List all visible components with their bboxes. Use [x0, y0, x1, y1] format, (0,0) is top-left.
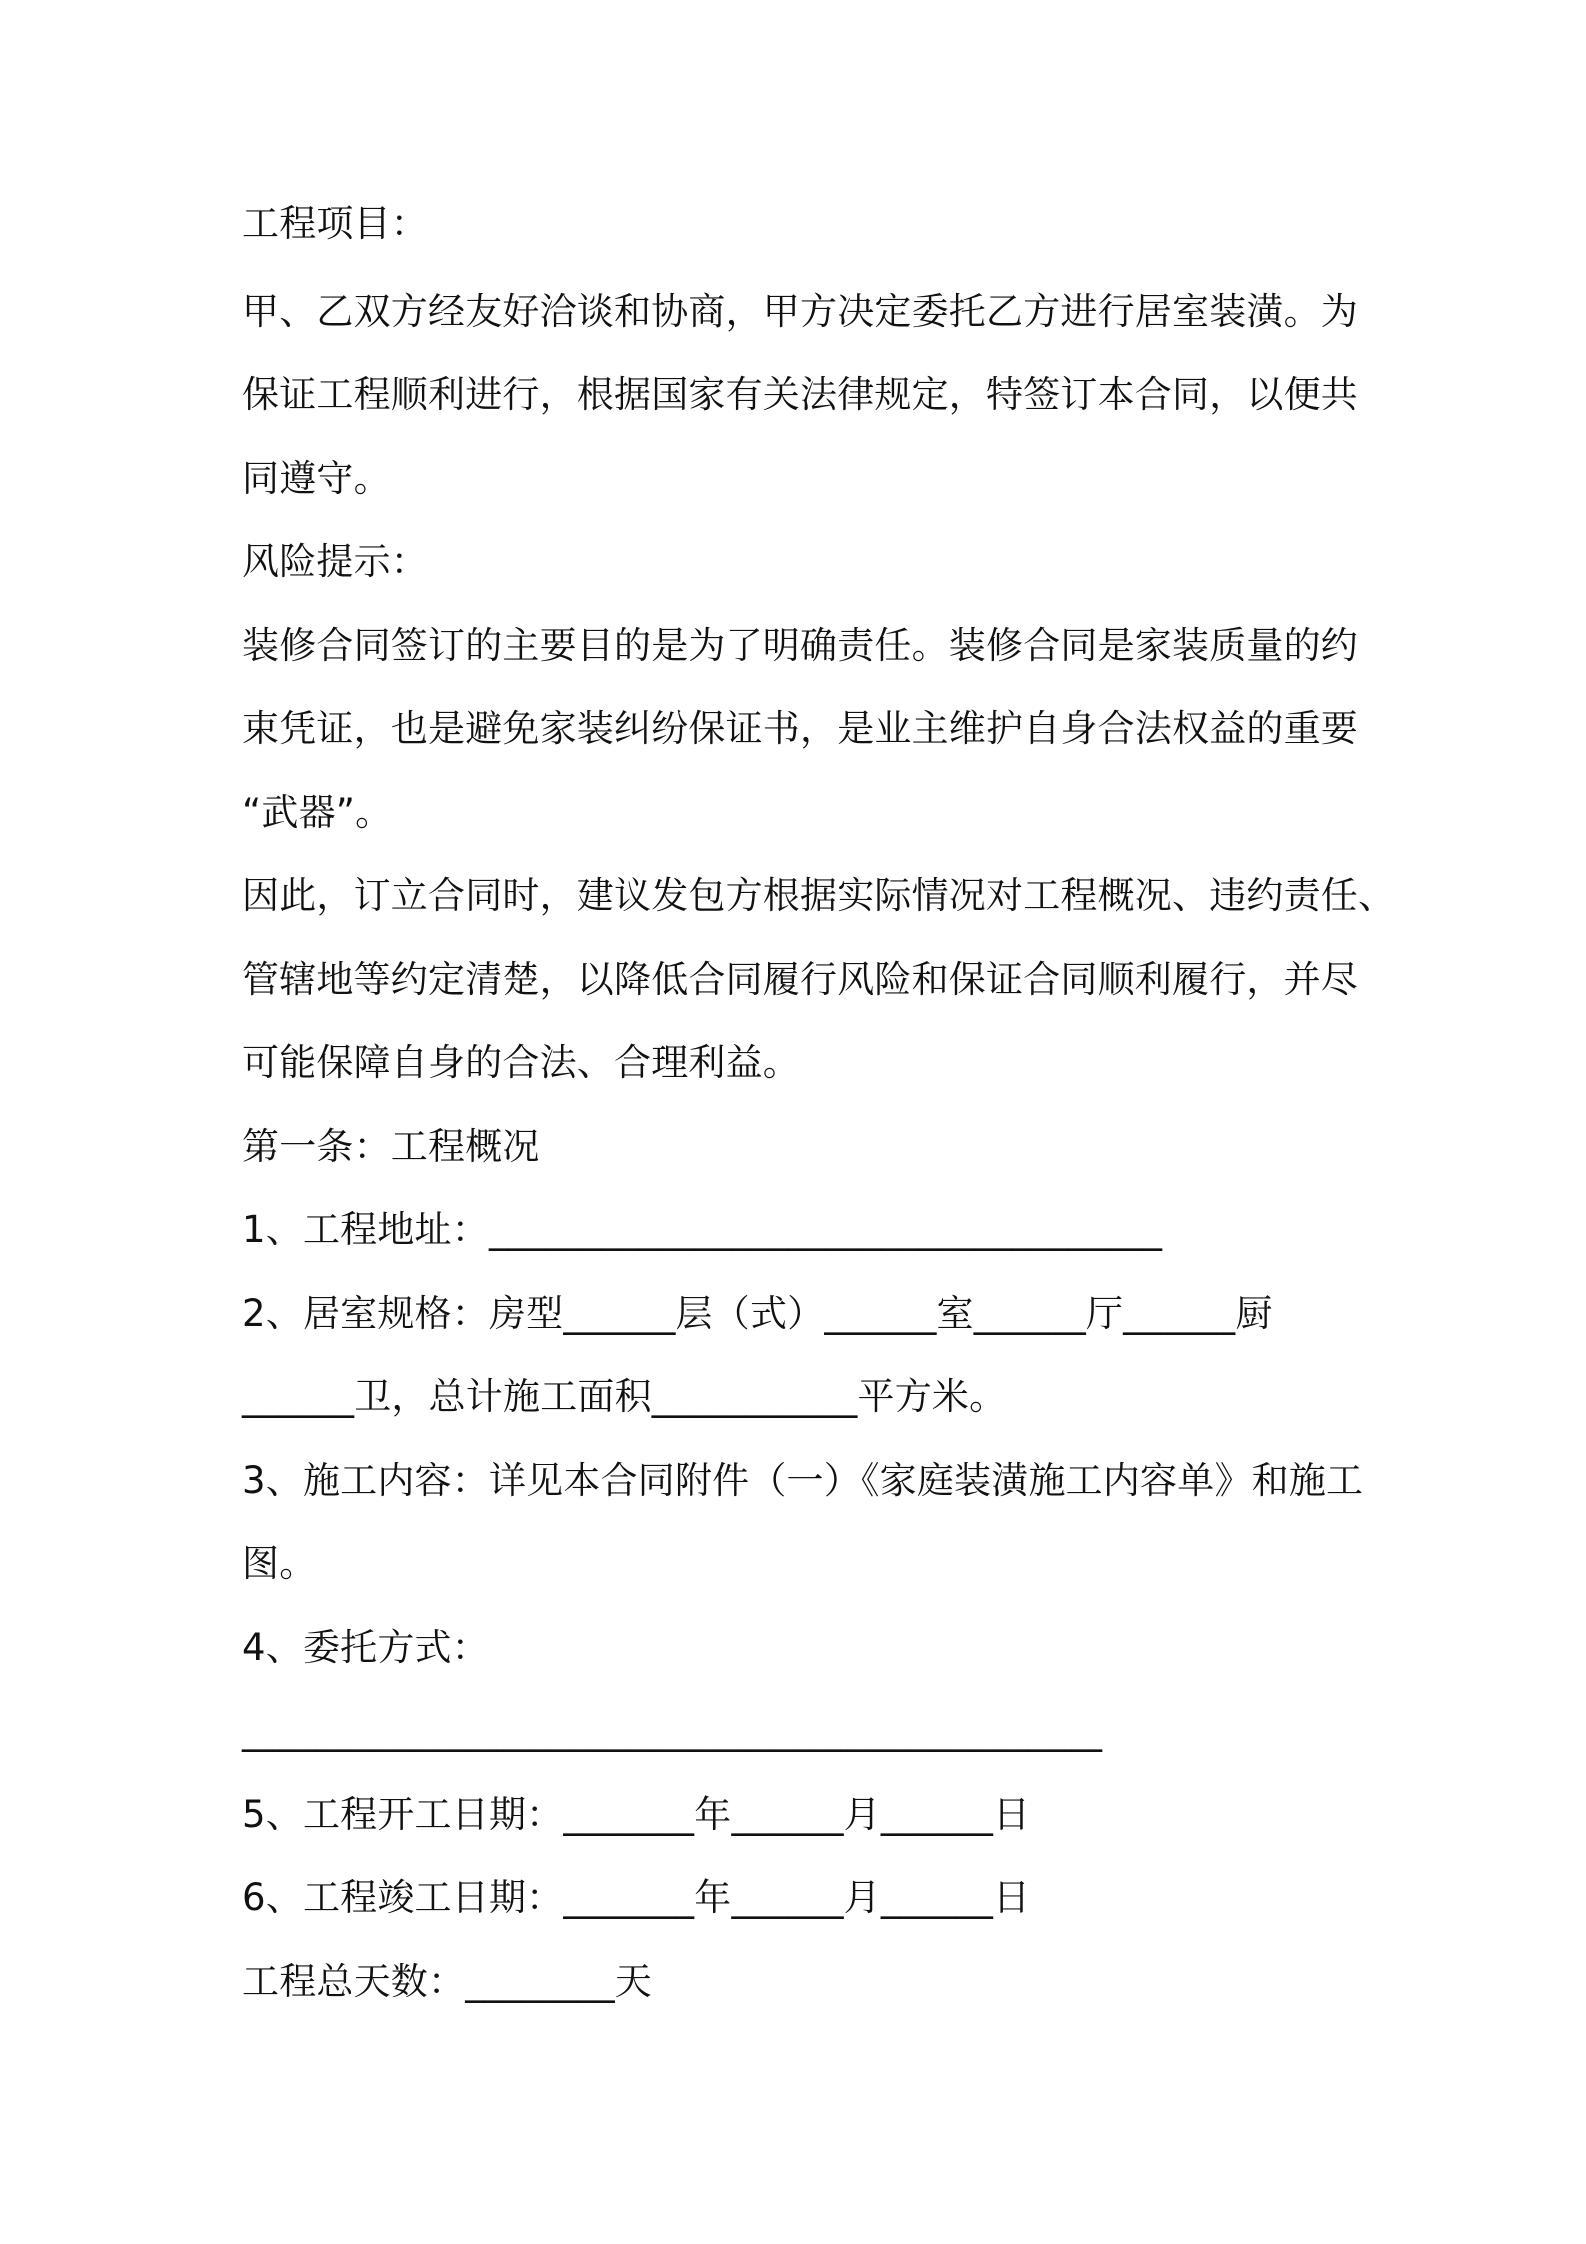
item-room-spec-line-2: ______卫，总计施工面积___________平方米。	[242, 1375, 1007, 1418]
item-commission-method: 4、委托方式：	[242, 1626, 489, 1669]
item-project-address: 1、工程地址：____________________________________	[242, 1208, 1163, 1251]
item-construction-content-line-2: 图。	[242, 1542, 317, 1585]
item-completion-date: 6、工程竣工日期：_______年______月______日	[242, 1876, 1031, 1919]
advice-paragraph-line-1: 因此，订立合同时，建议发包方根据实际情况对工程概况、违约责任、	[242, 874, 1396, 917]
commission-method-blank-line: ______________________________________________	[242, 1709, 1103, 1752]
risk-paragraph-line-1: 装修合同签订的主要目的是为了明确责任。装修合同是家装质量的约	[242, 624, 1358, 667]
intro-paragraph-line-3: 同遵守。	[242, 457, 391, 500]
risk-paragraph-line-3: “武器”。	[242, 791, 393, 834]
section-title-project: 工程项目：	[242, 202, 428, 245]
advice-paragraph-line-3: 可能保障自身的合法、合理利益。	[242, 1041, 800, 1084]
intro-paragraph-line-1: 甲、乙双方经友好洽谈和协商，甲方决定委托乙方进行居室装潢。为	[242, 290, 1358, 333]
article-one-heading: 第一条：工程概况	[242, 1125, 540, 1168]
item-start-date: 5、工程开工日期：_______年______月______日	[242, 1793, 1031, 1836]
risk-notice-heading: 风险提示：	[242, 540, 428, 583]
advice-paragraph-line-2: 管辖地等约定清楚，以降低合同履行风险和保证合同顺利履行，并尽	[242, 958, 1358, 1001]
intro-paragraph-line-2: 保证工程顺利进行，根据国家有关法律规定，特签订本合同，以便共	[242, 373, 1358, 416]
item-total-days: 工程总天数：________天	[242, 1960, 652, 2003]
risk-paragraph-line-2: 束凭证，也是避免家装纠纷保证书，是业主维护自身合法权益的重要	[242, 707, 1358, 750]
item-room-spec-line-1: 2、居室规格：房型______层（式）______室______厅______厨	[242, 1292, 1273, 1335]
item-construction-content-line-1: 3、施工内容：详见本合同附件（一）《家庭装潢施工内容单》和施工	[242, 1459, 1364, 1502]
